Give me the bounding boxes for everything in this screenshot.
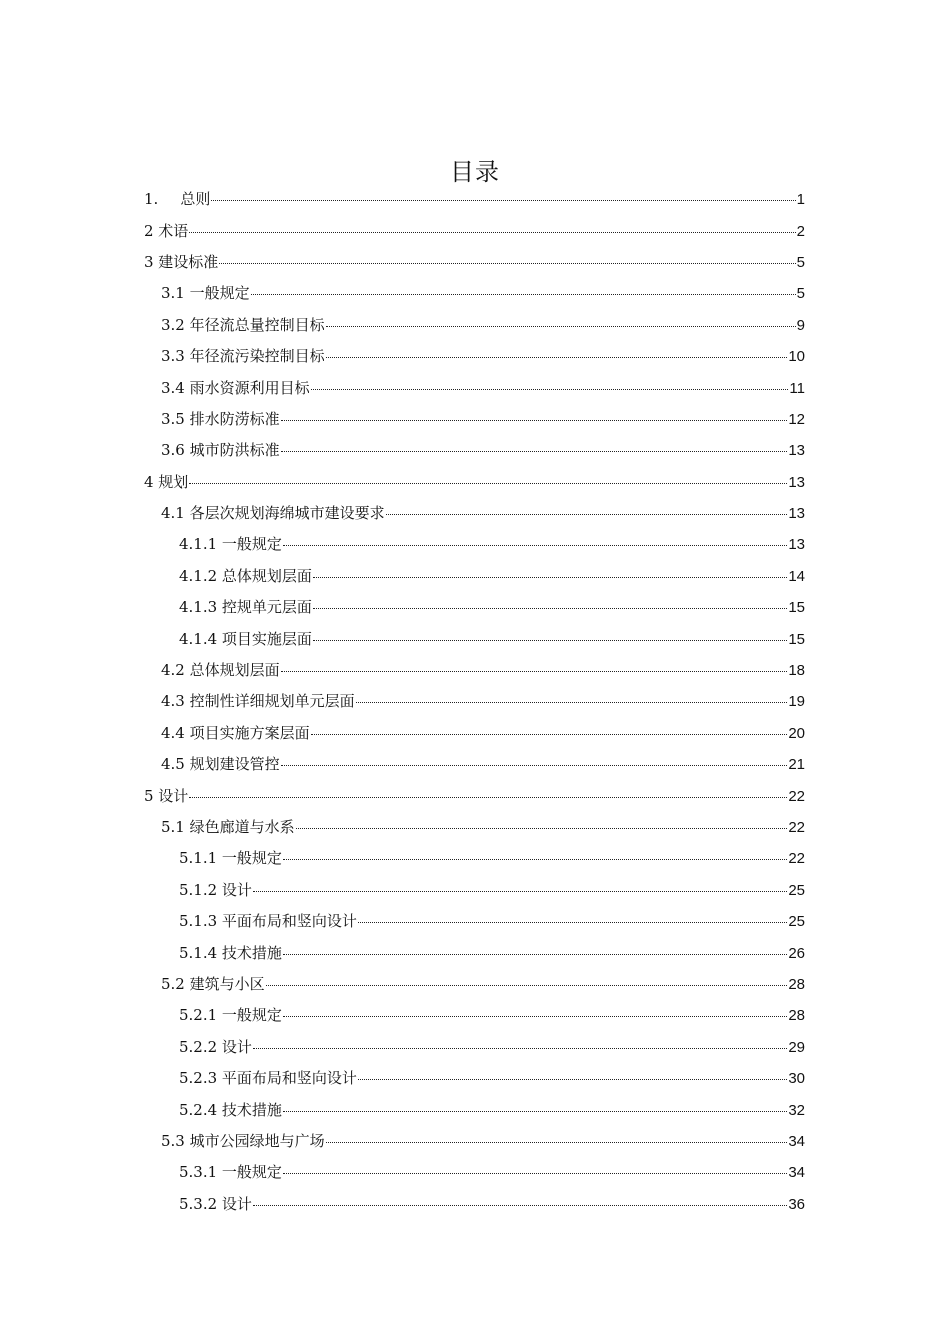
dot-leader	[189, 483, 787, 484]
toc-entry-label: 5.1.2 设计	[179, 880, 252, 899]
toc-entry-label: 5.3 城市公园绿地与广场	[161, 1131, 325, 1150]
dot-leader	[326, 326, 796, 327]
toc-page-number: 21	[788, 756, 805, 774]
toc-page-number: 13	[788, 505, 805, 523]
toc-entry[interactable]	[0, 1093, 950, 1124]
toc-page-number: 2	[796, 222, 805, 240]
toc-entry-title	[179, 1099, 282, 1120]
dot-leader	[283, 954, 787, 955]
dot-leader	[358, 922, 787, 923]
toc-entry-label: 2 术语	[144, 221, 189, 240]
toc-entry-label: 5.1 绿色廊道与水系	[161, 818, 295, 836]
toc-entry[interactable]	[0, 811, 950, 842]
toc-entry[interactable]	[0, 717, 950, 748]
toc-page-number: 36	[788, 1195, 805, 1213]
toc-entry-number: 1.	[144, 190, 159, 209]
toc-entry-title	[161, 1130, 325, 1151]
dot-leader	[356, 702, 788, 703]
toc-entry-label: 3.1 一般规定	[161, 284, 250, 303]
toc-entry[interactable]	[0, 560, 950, 591]
dot-leader	[281, 671, 788, 672]
toc-list	[0, 183, 950, 1219]
toc-entry-label: 4 规划	[144, 472, 189, 491]
toc-entry-title	[179, 628, 312, 649]
toc-entry-title	[161, 377, 310, 398]
toc-entry[interactable]	[0, 748, 950, 779]
toc-entry-label: 5.1.1 一般规定	[179, 849, 282, 868]
toc-page-number: 13	[788, 473, 805, 491]
toc-entry-title	[179, 879, 252, 900]
toc-entry[interactable]	[0, 936, 950, 967]
toc-page-number: 34	[788, 1164, 805, 1182]
dot-leader	[313, 577, 787, 578]
toc-entry-title	[144, 251, 218, 272]
toc-page-number: 14	[788, 567, 805, 585]
toc-entry[interactable]	[0, 1031, 950, 1062]
toc-entry[interactable]	[0, 528, 950, 559]
toc-page-number: 20	[788, 724, 805, 742]
toc-entry-title	[161, 345, 325, 366]
toc-entry[interactable]	[0, 1188, 950, 1219]
toc-entry-label: 5 设计	[144, 786, 189, 805]
toc-entry-label: 5.3.1 一般规定	[179, 1163, 282, 1182]
toc-entry-title	[161, 439, 280, 460]
toc-page-number: 5	[796, 253, 805, 271]
dot-leader	[253, 1205, 787, 1206]
toc-entry-label: 5.1.3 平面布局和竖向设计	[179, 912, 357, 931]
toc-entry-label: 5.2.3 平面布局和竖向设计	[179, 1069, 357, 1088]
toc-entry[interactable]	[0, 434, 950, 465]
dot-leader	[283, 545, 787, 546]
toc-entry[interactable]	[0, 1125, 950, 1156]
toc-page-number: 32	[788, 1101, 805, 1119]
toc-entry-title	[144, 188, 210, 209]
dot-leader	[311, 389, 789, 390]
toc-entry[interactable]	[0, 905, 950, 936]
dot-leader	[281, 451, 788, 452]
toc-page-number: 22	[788, 850, 805, 868]
dot-leader	[189, 232, 795, 233]
dot-leader	[326, 1142, 788, 1143]
toc-entry-title	[144, 785, 188, 806]
toc-entry-title	[161, 659, 280, 680]
toc-entry-label: 3.3 年径流污染控制目标	[161, 347, 325, 366]
toc-entry-label: 4.2 总体规划层面	[161, 661, 280, 680]
toc-page-number: 9	[796, 316, 805, 334]
toc-entry[interactable]	[0, 371, 950, 402]
toc-entry-title	[144, 220, 188, 241]
toc-entry-title	[161, 690, 355, 711]
toc-page-number: 28	[788, 975, 805, 993]
toc-entry[interactable]	[0, 999, 950, 1030]
toc-entry[interactable]	[0, 874, 950, 905]
toc-entry-label: 4.1 各层次规划海绵城市建设要求	[161, 504, 385, 523]
toc-entry-label: 4.5 规划建设管控	[161, 755, 280, 774]
dot-leader	[251, 294, 796, 295]
toc-page-number: 25	[788, 881, 805, 899]
toc-page-number: 10	[788, 348, 805, 366]
dot-leader	[283, 1173, 787, 1174]
toc-page-number: 25	[788, 913, 805, 931]
toc-entry-label: 4.4 项目实施方案层面	[161, 723, 310, 742]
dot-leader	[283, 1016, 787, 1017]
toc-page-number: 5	[796, 285, 805, 303]
dot-leader	[189, 797, 787, 798]
toc-page-number: 26	[788, 944, 805, 962]
dot-leader	[281, 765, 788, 766]
dot-leader	[358, 1079, 787, 1080]
toc-entry-label: 5.2.4 技术措施	[179, 1100, 282, 1119]
toc-entry-title	[161, 502, 385, 523]
toc-entry[interactable]	[0, 246, 950, 277]
toc-entry-title	[161, 408, 280, 429]
toc-entry-title	[161, 753, 280, 774]
toc-entry-title	[179, 1193, 252, 1214]
toc-entry[interactable]	[0, 497, 950, 528]
toc-entry-title	[179, 1067, 357, 1088]
toc-entry[interactable]	[0, 622, 950, 653]
toc-page-number: 15	[788, 630, 805, 648]
toc-page-number: 22	[788, 819, 805, 836]
toc-entry-label: 4.1.3 控规单元层面	[179, 598, 312, 617]
toc-entry-title	[179, 596, 312, 617]
toc-entry-label: 5.2 建筑与小区	[161, 974, 265, 993]
dot-leader	[311, 734, 788, 735]
toc-entry-label: 3 建设标准	[144, 252, 219, 271]
toc-entry-title	[179, 1036, 252, 1057]
toc-entry-title	[161, 722, 310, 743]
toc-entry[interactable]	[0, 1156, 950, 1187]
toc-entry-label: 4.1.2 总体规划层面	[179, 566, 312, 585]
toc-entry[interactable]	[0, 779, 950, 810]
toc-entry[interactable]	[0, 309, 950, 340]
toc-entry[interactable]	[0, 183, 950, 214]
toc-page-number: 29	[788, 1038, 805, 1056]
toc-entry[interactable]	[0, 403, 950, 434]
toc-entry-title	[179, 565, 312, 586]
toc-entry[interactable]	[0, 842, 950, 873]
toc-entry-title	[161, 314, 325, 335]
dot-leader	[313, 608, 787, 609]
dot-leader	[386, 514, 788, 515]
toc-entry-title	[179, 910, 357, 931]
toc-page-number: 11	[789, 379, 805, 397]
toc-page-number: 34	[788, 1132, 805, 1150]
toc-entry-title	[179, 533, 282, 554]
toc-entry[interactable]	[0, 340, 950, 371]
toc-entry-title	[179, 942, 282, 963]
toc-page-number: 18	[788, 662, 805, 680]
dot-leader	[253, 891, 787, 892]
toc-entry-label: 3.4 雨水资源利用目标	[161, 378, 310, 397]
toc-entry-label: 4.1.4 项目实施层面	[179, 629, 312, 648]
toc-page-number: 13	[788, 442, 805, 460]
toc-entry[interactable]	[0, 654, 950, 685]
toc-page-number: 19	[788, 693, 805, 711]
toc-entry-title	[179, 847, 282, 868]
dot-leader	[211, 200, 795, 201]
dot-leader	[266, 985, 788, 986]
dot-leader	[283, 1111, 787, 1112]
toc-entry-label: 5.3.2 设计	[179, 1194, 252, 1213]
toc-entry[interactable]	[0, 591, 950, 622]
toc-entry-title	[179, 1004, 282, 1025]
toc-page-number: 1	[796, 191, 805, 209]
toc-entry-label: 3.2 年径流总量控制目标	[161, 315, 325, 334]
toc-entry-label: 3.6 城市防洪标准	[161, 441, 280, 460]
dot-leader	[281, 420, 788, 421]
toc-entry-label: 5.1.4 技术措施	[179, 943, 282, 962]
toc-entry-label: 4.3 控制性详细规划单元层面	[161, 692, 355, 711]
toc-entry-title	[144, 471, 188, 492]
toc-entry[interactable]	[0, 1062, 950, 1093]
toc-entry[interactable]	[0, 466, 950, 497]
dot-leader	[283, 859, 787, 860]
toc-entry-title	[161, 282, 250, 303]
page-title: 目录	[450, 158, 500, 186]
toc-entry-title	[179, 1161, 282, 1182]
toc-page-number: 12	[788, 410, 805, 428]
toc-entry[interactable]	[0, 685, 950, 716]
dot-leader	[253, 1048, 787, 1049]
dot-leader	[326, 357, 788, 358]
toc-entry-label: 4.1.1 一般规定	[179, 535, 282, 554]
toc-entry-label: 总则	[180, 190, 211, 209]
toc-page-number: 28	[788, 1007, 805, 1025]
toc-page-number: 13	[788, 536, 805, 554]
toc-page-number: 15	[788, 599, 805, 617]
toc-page-number: 22	[788, 787, 805, 805]
dot-leader	[296, 828, 788, 829]
toc-entry-label: 5.2.1 一般规定	[179, 1006, 282, 1025]
toc-entry[interactable]	[0, 214, 950, 245]
toc-entry-title	[161, 816, 295, 837]
toc-entry[interactable]	[0, 277, 950, 308]
toc-entry-label: 3.5 排水防涝标准	[161, 409, 280, 428]
toc-entry-title	[161, 973, 265, 994]
toc-entry[interactable]	[0, 968, 950, 999]
toc-page-number: 30	[788, 1070, 805, 1088]
toc-entry-label: 5.2.2 设计	[179, 1037, 252, 1056]
dot-leader	[313, 640, 787, 641]
dot-leader	[219, 263, 795, 264]
